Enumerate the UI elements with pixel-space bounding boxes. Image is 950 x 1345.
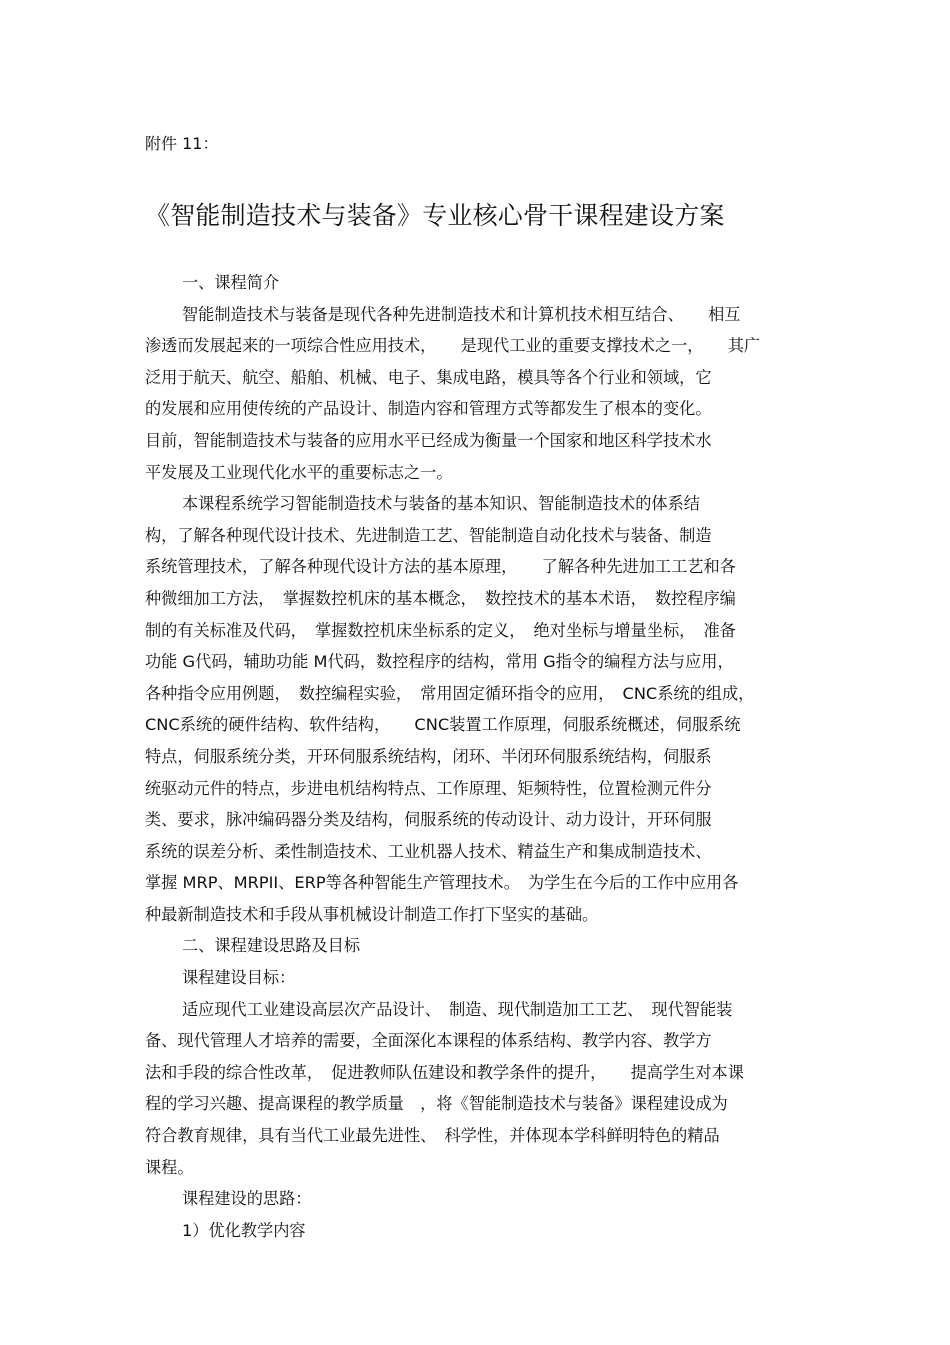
body-line: 1）优化教学内容 <box>182 1220 306 1240</box>
body-line: 渗透而发展起来的一项综合性应用技术， 是现代工业的重要支撑技术之一， 其广 <box>145 336 761 356</box>
body-line: 课程建设的思路： <box>182 1189 312 1209</box>
body-line: 课程建设目标： <box>182 968 296 988</box>
body-line: 二、课程建设思路及目标 <box>182 936 361 956</box>
body-line: 种微细加工方法， 掌握数控机床的基本概念， 数控技术的基本术语， 数控程序编 <box>145 588 736 608</box>
body-line: 课程。 <box>145 1157 194 1177</box>
body-line: 制的有关标准及代码， 掌握数控机床坐标系的定义， 绝对坐标与增量坐标， 准备 <box>145 620 736 640</box>
body-line: 类、要求，脉冲编码器分类及结构，伺服系统的传动设计、动力设计，开环伺服 <box>145 810 712 830</box>
body-line: 一、课程简介 <box>182 273 280 292</box>
body-line: 法和手段的综合性改革， 促进教师队伍建设和教学条件的提升， 提高学生对本课 <box>145 1062 744 1082</box>
body-line: 种最新制造技术和手段从事机械设计制造工作打下坚实的基础。 <box>145 904 599 924</box>
body-line: CNC系统的硬件结构、软件结构， CNC装置工作原理，伺服系统概述，伺服系统 <box>145 715 741 735</box>
body-line: 平发展及工业现代化水平的重要标志之一。 <box>145 462 453 482</box>
body-line: 泛用于航天、航空、船舶、机械、电子、集成电路，模具等各个行业和领域，它 <box>145 367 712 387</box>
body-line: 备、现代管理人才培养的需要，全面深化本课程的体系结构、教学内容、教学方 <box>145 1031 712 1051</box>
body-line: 智能制造技术与装备是现代各种先进制造技术和计算机技术相互结合、 相互 <box>182 304 741 324</box>
body-line: 的发展和应用使传统的产品设计、制造内容和管理方式等都发生了根本的变化。 <box>145 399 712 419</box>
body-line: 掌握 MRP、MRPII、ERP等各种智能生产管理技术。 为学生在今后的工作中应用各 <box>145 873 739 893</box>
document-body <box>145 272 810 1251</box>
body-line: 特点，伺服系统分类，开环伺服系统结构，闭环、半闭环伺服系统结构，伺服系 <box>145 746 712 766</box>
attachment-label: 附件 11： <box>145 134 219 153</box>
body-line: 功能 G代码，辅助功能 M代码，数控程序的结构，常用 G指令的编程方法与应用， <box>145 652 734 672</box>
body-line: 系统的误差分析、柔性制造技术、工业机器人技术、精益生产和集成制造技术、 <box>145 841 712 861</box>
body-line: 统驱动元件的特点，步进电机结构特点、工作原理、矩频特性，位置检测元件分 <box>145 778 712 798</box>
body-line: 构，了解各种现代设计技术、先进制造工艺、智能制造自动化技术与装备、制造 <box>145 525 712 545</box>
body-line: 各种指令应用例题， 数控编程实验， 常用固定循环指令的应用， CNC系统的组成， <box>145 683 755 703</box>
body-line: 程的学习兴趣、提高课程的教学质量 ，将《智能制造技术与装备》课程建设成为 <box>145 1094 728 1114</box>
document-title: 《智能制造技术与装备》专业核心骨干课程建设方案 <box>145 201 725 230</box>
body-line: 适应现代工业建设高层次产品设计、 制造、现代制造加工工艺、 现代智能装 <box>182 999 733 1019</box>
body-line: 本课程系统学习智能制造技术与装备的基本知识、智能制造技术的体系结 <box>182 494 700 514</box>
body-line: 系统管理技术，了解各种现代设计方法的基本原理， 了解各种先进加工工艺和各 <box>145 557 736 577</box>
body-line: 目前，智能制造技术与装备的应用水平已经成为衡量一个国家和地区科学技术水 <box>145 430 712 450</box>
body-line: 符合教育规律，具有当代工业最先进性、 科学性，并体现本学科鲜明特色的精品 <box>145 1126 720 1146</box>
